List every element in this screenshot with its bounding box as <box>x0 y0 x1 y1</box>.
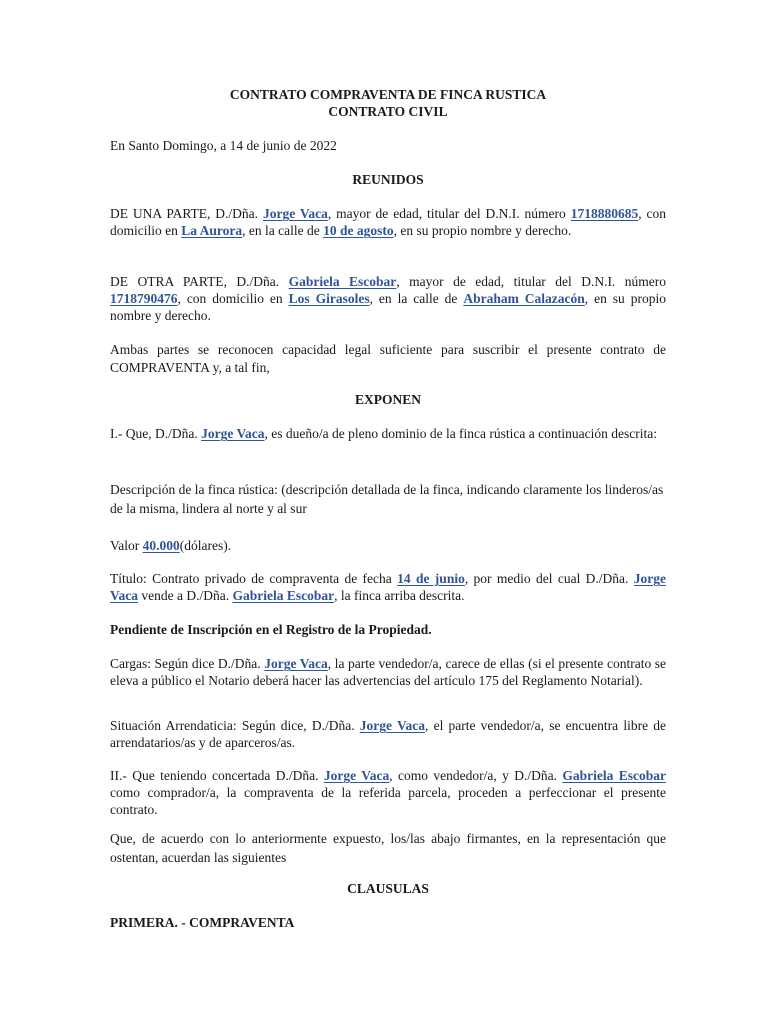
paragraph-registry: Pendiente de Inscripción en el Registro de la Propiedad. <box>110 622 432 637</box>
heading-primera: PRIMERA. - COMPRAVENTA <box>110 915 295 930</box>
seller-name-link[interactable]: Jorge Vaca <box>262 206 328 221</box>
paragraph-lease: Situación Arrendaticia: Según dice, D./Dña. Jorge Vaca, el parte vendedor/a, se encuentra libre de arrendatarios/as y de aparceros/as. <box>110 718 667 750</box>
owner-name-link[interactable]: Jorge Vaca <box>201 426 265 441</box>
agreement-buyer-link[interactable]: Gabriela Escobar <box>562 768 666 783</box>
agreement-seller-link[interactable]: Jorge Vaca <box>323 768 390 783</box>
charges-seller-link[interactable]: Jorge Vaca <box>264 656 328 671</box>
seller-dni-link[interactable]: 1718880685 <box>570 206 639 221</box>
paragraph-exponen-one: I.- Que, D./Dña. Jorge Vaca, es dueño/a de pleno dominio de la finca rústica a continuación descrita: <box>110 426 657 441</box>
document-title <box>110 86 666 120</box>
place-date: En Santo Domingo, a 14 de junio de 2022 <box>110 138 337 153</box>
paragraph-party-two: DE OTRA PARTE, D./Dña. Gabriela Escobar, mayor de edad, titular del D.N.I. número 1718790476, con domicilio en Los Girasoles, en la calle de Abraham Calazacón, en su propio nombre y derecho. <box>110 274 666 323</box>
buyer-name-link[interactable]: Gabriela Escobar <box>288 274 397 289</box>
paragraph-exponen-two: II.- Que teniendo concertada D./Dña. Jorge Vaca, como vendedor/a, y D./Dña. Gabriela Escobar como comprador/a, la compraventa de la referida parcela, proceden a perfeccionar el presente contrato. <box>110 768 666 817</box>
title-line-2: CONTRATO CIVIL <box>328 104 448 119</box>
buyer-dni-link[interactable]: 1718790476 <box>110 291 178 306</box>
deed-seller-link[interactable]: Jorge Vaca <box>110 571 666 603</box>
paragraph-value: Valor 40.000(dólares). <box>110 538 232 553</box>
paragraph-description: Descripción de la finca rústica: (descripción detallada de la finca, indicando claramente los linderos/as de la misma, lindera al norte y al sur <box>110 482 664 516</box>
heading-reunidos: REUNIDOS <box>352 172 424 187</box>
buyer-street-link[interactable]: Abraham Calazacón <box>463 291 585 306</box>
seller-city-link[interactable]: La Aurora <box>181 223 243 238</box>
paragraph-capacity: Ambas partes se reconocen capacidad legal suficiente para suscribir el presente contrato de COMPRAVENTA y, a tal fin, <box>110 342 666 375</box>
paragraph-party-one: DE UNA PARTE, D./Dña. Jorge Vaca, mayor de edad, titular del D.N.I. número 1718880685, con domicilio en La Aurora, en la calle de 10 de agosto, en su propio nombre y derecho. <box>110 206 666 238</box>
seller-street-link[interactable]: 10 de agosto <box>323 223 394 238</box>
paragraph-charges: Cargas: Según dice D./Dña. Jorge Vaca, la parte vendedor/a, carece de ellas (si el presente contrato se eleva a público el Notario deberá hacer las advertencias del artículo 175 del Reglamento Notarial). <box>110 656 667 688</box>
title-line-1: CONTRATO COMPRAVENTA DE FINCA RUSTICA <box>229 87 547 102</box>
paragraph-agreement: Que, de acuerdo con lo anteriormente expuesto, los/las abajo firmantes, en la representación que ostentan, acuerdan las siguientes <box>110 831 666 865</box>
heading-exponen: EXPONEN <box>354 392 421 407</box>
deed-date-link[interactable]: 14 de junio <box>397 571 465 586</box>
heading-clausulas: CLAUSULAS <box>347 881 429 896</box>
buyer-city-link[interactable]: Los Girasoles <box>288 291 370 306</box>
deed-buyer-link[interactable]: Gabriela Escobar <box>232 588 335 603</box>
paragraph-title-deed: Título: Contrato privado de compraventa de fecha 14 de junio, por medio del cual D./Dña. Jorge Vaca vende a D./Dña. Gabriela Escobar, la finca arriba descrita. <box>110 571 666 603</box>
lease-seller-link[interactable]: Jorge Vaca <box>359 718 425 733</box>
value-link[interactable]: 40.000 <box>142 538 180 553</box>
